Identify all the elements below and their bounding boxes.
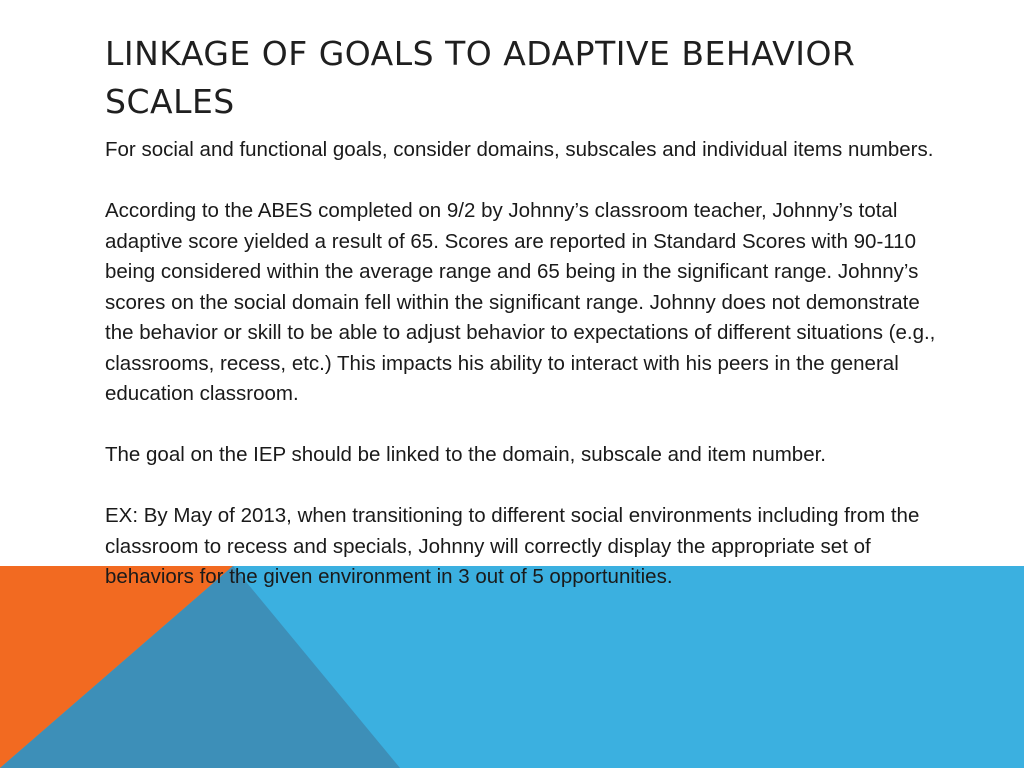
paragraph-spacer: [105, 471, 940, 502]
paragraph-spacer: [105, 410, 940, 441]
body-paragraph-intro: For social and functional goals, consider domains, subscales and individual items numbers.: [105, 138, 934, 161]
paragraph-spacer: [105, 166, 940, 197]
slide-body: [105, 135, 940, 593]
body-paragraph-abes-results: According to the ABES completed on 9/2 by Johnny’s classroom teacher, Johnny’s total adaptive score yielded a result of 65. Scores are reported in Standard Scores with 90-110 being considered within the average range and 65 being in the significant range. Johnny’s scores on the social domain fell within the significant range. Johnny does not demonstrate the behavior or skill to be able to adjust behavior to expectations of different situations (e.g., classrooms, recess, etc.) This impacts his ability to interact with his peers in the general education classroom.: [105, 199, 936, 405]
slide-title: LINKAGE OF GOALS TO ADAPTIVE BEHAVIOR SCALES: [105, 34, 856, 121]
body-paragraph-goal-linkage: The goal on the IEP should be linked to the domain, subscale and item number.: [105, 443, 827, 466]
body-paragraph-example: EX: By May of 2013, when transitioning to different social environments including from the classroom to recess and specials, Johnny will correctly display the appropriate set of behaviors for the given environment in 3 out of 5 opportunities.: [105, 504, 920, 588]
